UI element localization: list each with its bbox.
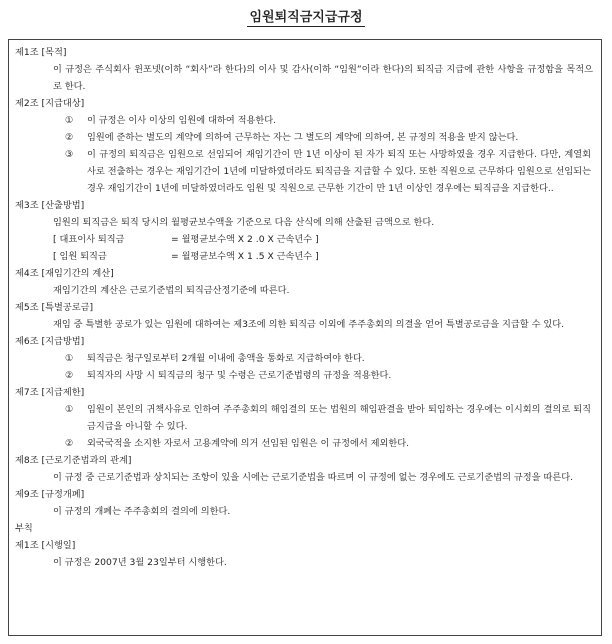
formula-executive: [9, 248, 603, 265]
formula-calc: = 월평균보수액 X 2 .0 X 근속년수 ]: [171, 234, 319, 245]
item-text: 이 규정은 이사 이상의 임원에 대하여 적용한다.: [87, 115, 277, 126]
supplementary-article-1-heading: 제1조 [시행일]: [15, 540, 76, 551]
article-6-item-1: [9, 350, 603, 367]
formula-role: [ 임원 퇴직금: [53, 251, 107, 262]
item-text: 임원에 준하는 별도의 계약에 의하여 근무하는 자는 그 별도의 계약에 의하여, 본 규정의 적용을 받지 않는다.: [87, 132, 519, 143]
item-text: 퇴직자의 사망 시 퇴직금의 청구 및 수령은 근로기준법령의 규정을 적용한다.: [87, 370, 392, 381]
item-text: 이 규정의 퇴직금은 임원으로 선임되어 재임기간이 만 1년 이상이 된 자가 퇴직 또는 사망하였을 경우 지급한다. 다만, 계열회사로 전출하는 경우는 재임기간이 1년에 미달하였더라도 퇴직금을 지급할 수 있다. 또한 직원으로 근무하다 임원으로 선임되는 경우 재임기간이 1년에 미달하였더라도 임원 및 직원으로 근무한 기간이 만 1년 이상인 경우에는 퇴직금을 지급한다..: [87, 149, 591, 194]
supplementary-heading: 부칙: [15, 523, 33, 534]
article-4-text: 재임기간의 계산은 근로기준법의 퇴직금산정기준에 따른다.: [53, 285, 290, 296]
item-number: ②: [65, 132, 74, 143]
article-2-heading: 제2조 [지급대상]: [15, 98, 85, 109]
article-4-heading: 제4조 [재임기간의 계산]: [15, 268, 114, 279]
supplementary-article-1-text: 이 규정은 2007년 3월 23일부터 시행한다.: [53, 557, 227, 568]
article-9-text: 이 규정의 개폐는 주주총회의 결의에 의한다.: [53, 506, 231, 517]
article-8-heading: 제8조 [근로기준법과의 관계]: [15, 455, 132, 466]
document-title-text: 임원퇴직금지급규정: [249, 10, 363, 25]
article-6-item-2: [9, 367, 603, 384]
regulation-box: [8, 39, 602, 636]
formula-role: [ 대표이사 퇴직금: [53, 234, 125, 245]
item-number: ①: [65, 115, 74, 126]
item-text: 외국국적을 소지한 자로서 고용계약에 의거 선임된 임원은 이 규정에서 제외한다.: [87, 438, 410, 449]
document-title: [0, 6, 612, 25]
article-2-item-3: [9, 146, 603, 197]
item-number: ②: [65, 370, 74, 381]
article-2-item-1: [9, 112, 603, 129]
item-text: 임원이 본인의 귀책사유로 인하여 주주총회의 해임결의 또는 법원의 해임판결을 받아 퇴임하는 경우에는 이시회의 결의로 퇴직금지급을 아니할 수 있다.: [87, 404, 591, 432]
item-number: ③: [65, 149, 74, 160]
formula-calc: = 월평균보수액 X 1 .5 X 근속년수 ]: [171, 251, 319, 262]
article-1-text: 이 규정은 주식회사 윈포넷(이하 “회사”라 한다)의 이사 및 감사(이하 “임원”이라 한다)의 퇴직금 지급에 관한 사항을 규정함을 목적으로 한다.: [53, 64, 593, 92]
article-6-heading: 제6조 [지급방법]: [15, 336, 85, 347]
article-7-item-2: [9, 435, 603, 452]
article-8-text: 이 규정 중 근로기준법과 상치되는 조항이 있을 시에는 근로기준법을 따르며 이 규정에 없는 경우에도 근로기준법의 규정을 따른다.: [53, 472, 574, 483]
article-2-item-2: [9, 129, 603, 146]
article-9-heading: 제9조 [규정개폐]: [15, 489, 85, 500]
article-3-text: 임원의 퇴직금은 퇴직 당시의 월평균보수액을 기준으로 다음 산식에 의해 산출된 금액으로 한다.: [53, 217, 435, 228]
article-3-heading: 제3조 [산출방법]: [15, 200, 85, 211]
article-5-text: 재임 중 특별한 공로가 있는 임원에 대하여는 제3조에 의한 퇴직금 이외에 주주총회의 의결을 얻어 특별공로금을 지급할 수 있다.: [53, 319, 565, 330]
item-text: 퇴직금은 청구일로부터 2개월 이내에 총액을 통화로 지급하여야 한다.: [87, 353, 365, 364]
formula-ceo: [9, 231, 603, 248]
item-number: ②: [65, 438, 74, 449]
regulation-content: [9, 44, 603, 571]
article-7-item-1: [9, 401, 603, 435]
article-1-heading: 제1조 [목적]: [15, 47, 67, 58]
item-number: ①: [65, 353, 74, 364]
article-7-heading: 제7조 [지급제한]: [15, 387, 85, 398]
article-5-heading: 제5조 [특별공로금]: [15, 302, 94, 313]
item-number: ①: [65, 404, 74, 415]
